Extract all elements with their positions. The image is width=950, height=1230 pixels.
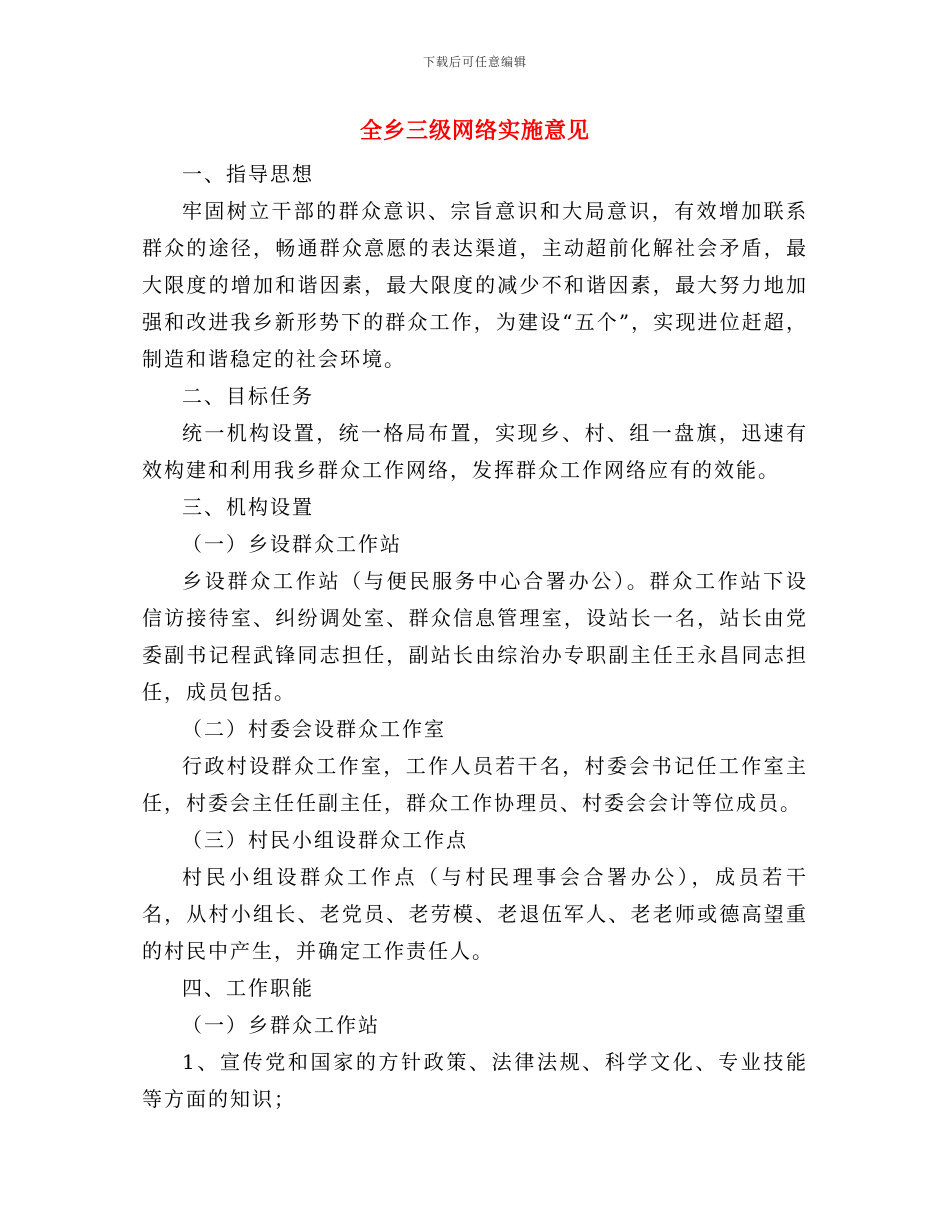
section-heading-organization: 三、机构设置 [182,495,314,519]
section-heading-guiding-ideology: 一、指导思想 [182,162,314,186]
document-body [142,156,808,1118]
document-title: 全乡三级网络实施意见 [359,118,590,144]
paragraph-village-office: 行政村设群众工作室，工作人员若干名，村委会书记任工作室主任，村委会主任任副主任，群众工作协理员、村委会会计等位成员。 [142,754,808,815]
section-heading-goals: 二、目标任务 [182,384,314,408]
paragraph-goals: 统一机构设置，统一格局布置，实现乡、村、组一盘旗，迅速有效构建和利用我乡群众工作网络，发挥群众工作网络应有的效能。 [142,421,808,482]
paragraph-function-item-1: 1、宣传党和国家的方针政策、法律法规、科学文化、专业技能等方面的知识； [142,1050,808,1111]
paragraph-group-point: 村民小组设群众工作点（与村民理事会合署办公），成员若干名，从村小组长、老党员、老劳模、老退伍军人、老老师或德高望重的村民中产生，并确定工作责任人。 [142,865,808,963]
paragraph-township-station: 乡设群众工作站（与便民服务中心合署办公）。群众工作站下设信访接待室、纠纷调处室、群众信息管理室，设站长一名，站长由党委副书记程武锋同志担任，副站长由综治办专职副主任王永昌同志担任，成员包括。 [142,569,808,704]
section-heading-functions: 四、工作职能 [182,976,314,1000]
subheading-township-station: （一）乡设群众工作站 [182,532,402,556]
subheading-group-point: （三）村民小组设群众工作点 [182,828,468,852]
subheading-township-functions: （一）乡群众工作站 [182,1013,380,1037]
subheading-village-office: （二）村委会设群众工作室 [182,717,446,741]
page-header-note: 下载后可任意编辑 [422,55,527,69]
paragraph-guiding-ideology: 牢固树立干部的群众意识、宗旨意识和大局意识，有效增加联系群众的途径，畅通群众意愿的表达渠道，主动超前化解社会矛盾，最大限度的增加和谐因素，最大限度的减少不和谐因素，最大努力地加强和改进我乡新形势下的群众工作，为建设“五个”，实现进位赶超，制造和谐稳定的社会环境。 [142,199,808,371]
